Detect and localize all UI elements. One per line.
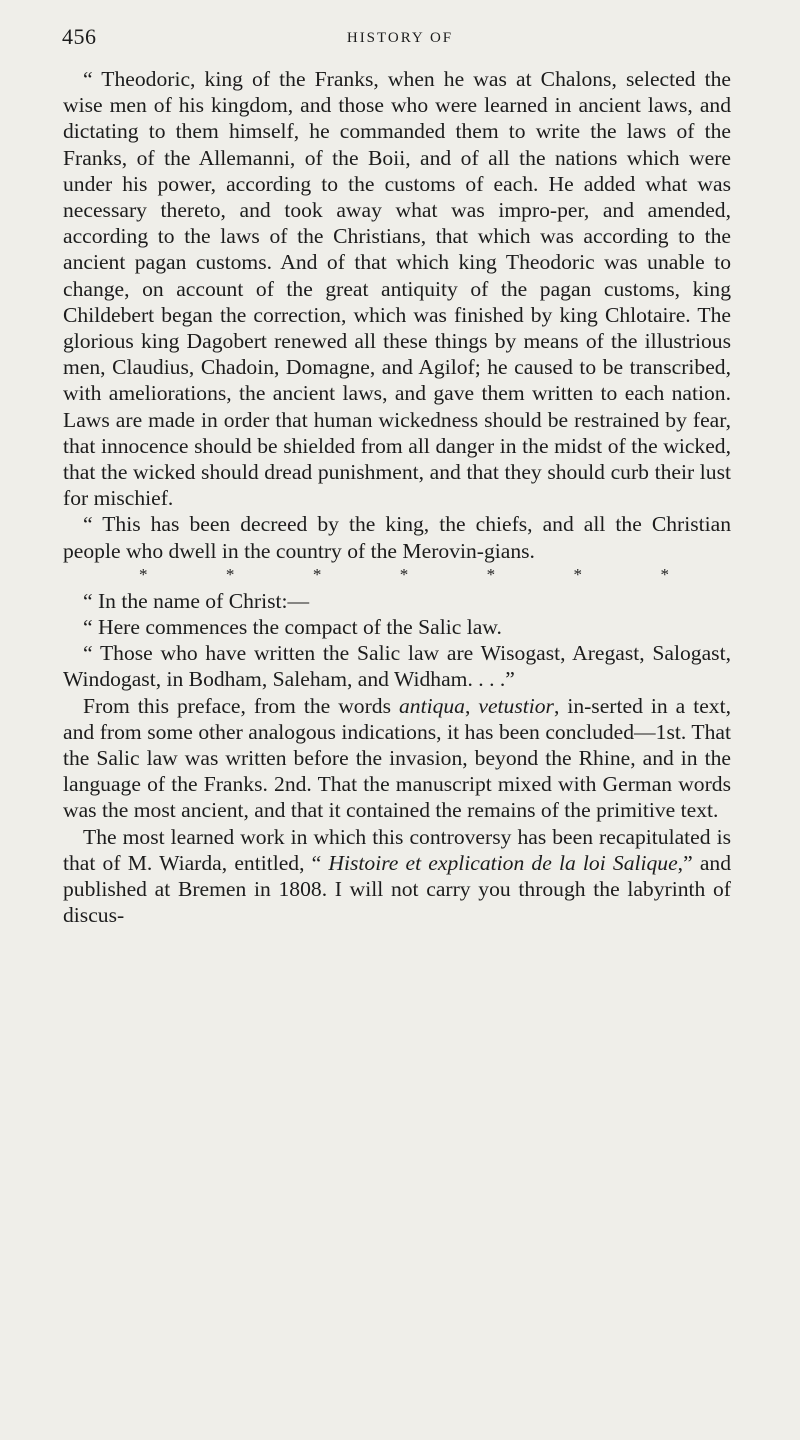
paragraph-preface-conclusions xyxy=(63,693,731,824)
paragraph-wiarda-work xyxy=(63,824,731,929)
asterisk: * xyxy=(312,564,322,584)
text-run: , in-serted in a text, and from some other analogous indications, it has been concluded—1st. That the Salic law was written before the invasion, beyond the Rhine, and in the language of the Franks. 2nd. That the manuscript mixed with German words was the most ancient, and that it contained the remains of the primitive text. xyxy=(63,693,731,823)
page-header xyxy=(62,24,738,54)
asterisk: * xyxy=(573,564,583,584)
asterisk: * xyxy=(139,564,148,584)
text-run: The most learned work in which this controversy has been recapitulated is that of M. Wiarda, entitled, “ xyxy=(63,824,731,875)
asterisk: * xyxy=(486,564,496,584)
italic-book-title: Histoire et explication de la loi Salique xyxy=(328,850,678,875)
italic-term-antiqua: antiqua xyxy=(398,693,465,718)
paragraph-salic-authors: “ Those who have written the Salic law are Wisogast, Aregast, Salogast, Windogast, in Bodham, Saleham, and Widham. . . .” xyxy=(63,641,731,692)
asterisk: * xyxy=(399,564,409,584)
paragraph-decree: “ This has been decreed by the king, the chiefs, and all the Christian people who dwell in the country of the Merovin-gians. xyxy=(63,512,731,563)
asterisk-separator xyxy=(139,564,669,586)
paragraph-compact-begins: “ Here commences the compact of the Salic law. xyxy=(83,615,502,640)
paragraph-theodoric-quote: “ Theodoric, king of the Franks, when he was at Chalons, selected the wise men of his kingdom, and those who were learned in ancient laws, and dictating to them himself, he commanded them to write the laws of the Franks, of the Allemanni, of the Boii, and of all the nations which were under his power, according to the customs of each. He added what was necessary thereto, and took away what was impro-per, and amended, according to the laws of the Christians, that which was according to the ancient pagan customs. And of that which king Theodoric was unable to change, on account of the great antiquity of the pagan customs, king Childebert began the correction, which was finished by king Chlotaire. The glorious king Dagobert renewed all these things by means of the illustrious men, Claudius, Chadoin, Domagne, and Agilof; he caused to be transcribed, with ameliorations, the ancient laws, and gave them written to each nation. Laws are made in order that human wickedness should be restrained by fear, that innocence should be shielded from all danger in the midst of the wicked, that the wicked should dread punishment, and that they should curb their lust for mischief. xyxy=(63,67,731,511)
paragraph-name-of-christ: “ In the name of Christ:— xyxy=(83,588,310,613)
page-number: 456 xyxy=(62,24,97,49)
text-run: ,” and published at Bremen in 1808. I will not carry you through the labyrinth of discus- xyxy=(63,850,732,928)
asterisk: * xyxy=(660,564,669,584)
body-text xyxy=(63,66,731,929)
text-run: , xyxy=(464,693,479,718)
asterisk: * xyxy=(225,564,235,584)
italic-term-vetustior: vetustior xyxy=(478,693,554,718)
running-title: HISTORY OF xyxy=(346,30,454,46)
text-run: From this preface, from the words xyxy=(83,693,399,718)
